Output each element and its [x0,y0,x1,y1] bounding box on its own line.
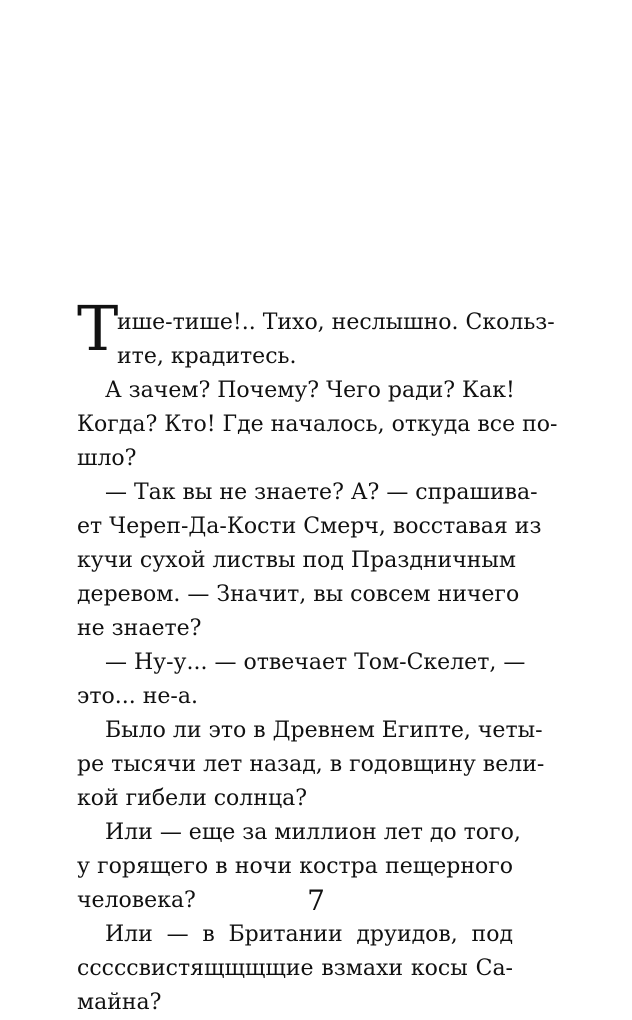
text-line: шло? [77,446,137,471]
text-line: Когда? Кто! Где началось, откуда все по- [77,412,558,437]
text-line: — Так вы не знаете? А? — спрашива- [105,480,538,505]
text-line: — Ну-у... — отвечает Том-Скелет, — [105,650,526,675]
text-line: ет Череп-Да-Кости Смерч, восставая из [77,514,542,539]
text-line: не знаете? [77,616,202,641]
text-line: А зачем? Почему? Чего ради? Как! [105,378,515,403]
text-line: человека? [77,888,196,913]
text-line: деревом. — Значит, вы совсем ничего [77,582,520,607]
page-number: 7 [307,884,325,917]
text-line: Было ли это в Древнем Египте, четы- [105,718,543,743]
text-line: ите, крадитесь. [117,344,297,369]
text-line: майна? [77,990,162,1015]
text-line: Или — в Британии друидов, под [105,922,513,947]
text-line: кой гибели солнца? [77,786,308,811]
drop-cap: Т [77,292,119,365]
text-line: ре тысячи лет назад, в годовщину вели- [77,752,545,777]
text-line: сссссвистящщщщие взмахи косы Са- [77,956,513,981]
text-line: кучи сухой листвы под Праздничным [77,548,517,573]
text-line: Или — еще за миллион лет до того, [105,820,521,845]
text-line: это... не-а. [77,684,198,709]
text-line: ише-тише!.. Тихо, неслышно. Скольз- [117,310,555,335]
text-line: у горящего в ночи костра пещерного [77,854,513,879]
